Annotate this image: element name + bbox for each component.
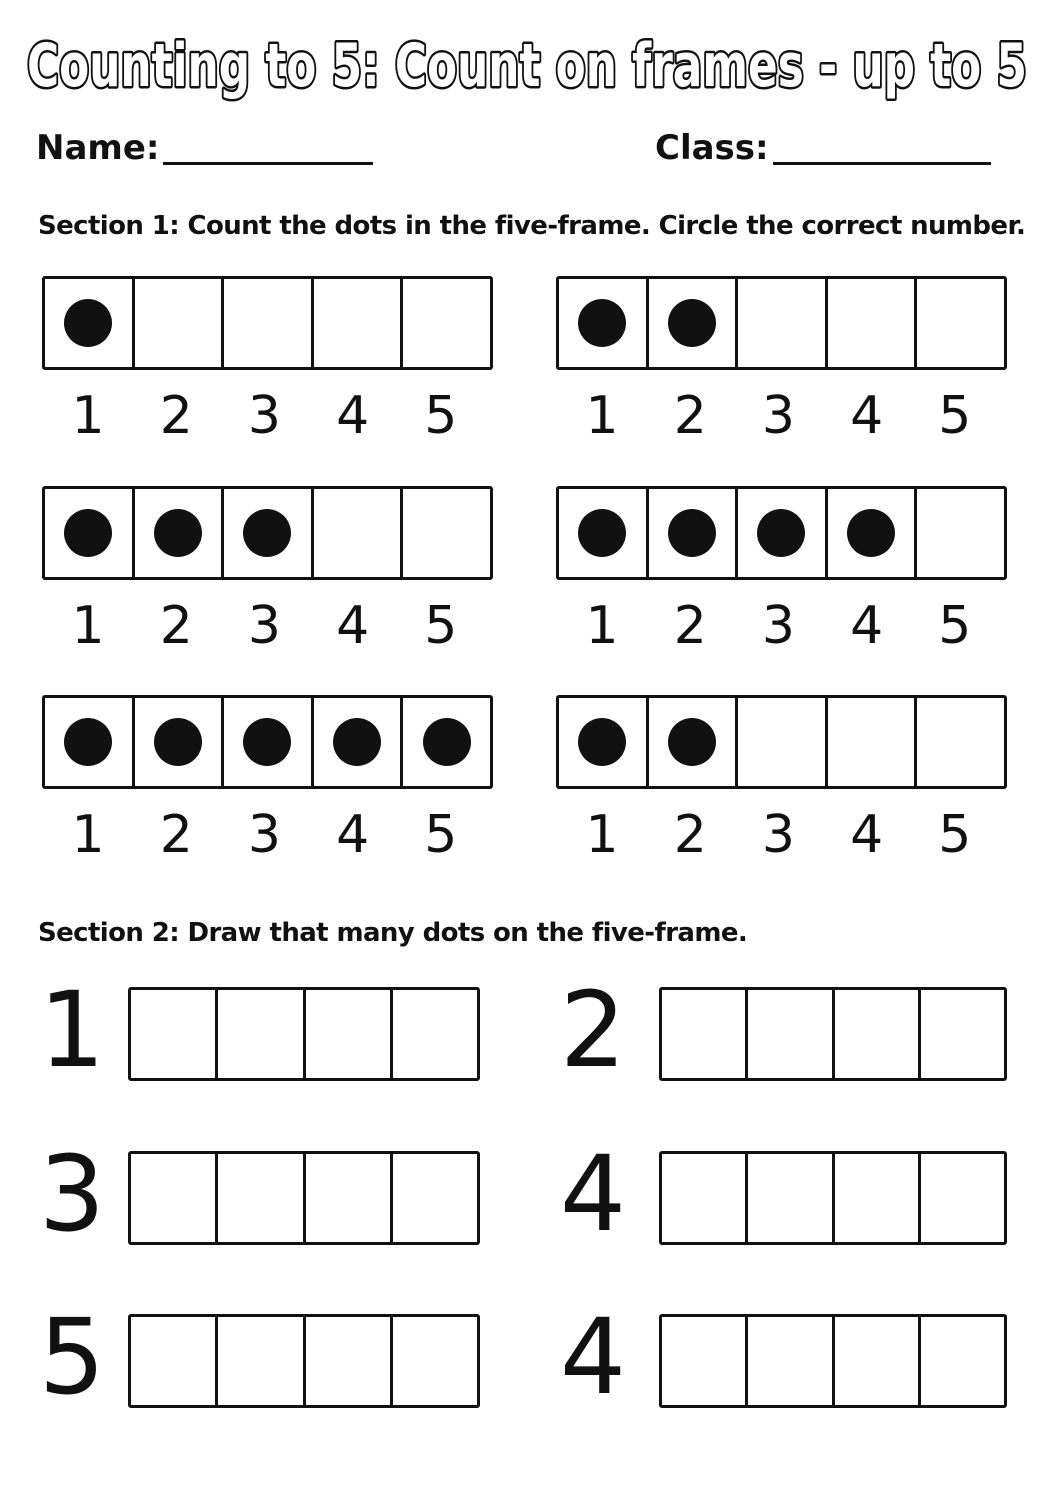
frame-cell: [649, 698, 739, 786]
counter-dot: [333, 718, 381, 766]
frame-cell: [135, 279, 225, 367]
counter-dot: [423, 718, 471, 766]
number-choices: [44, 805, 485, 865]
frame-cell[interactable]: [218, 1154, 305, 1242]
counter-dot: [668, 509, 716, 557]
number-choice[interactable]: 4: [336, 805, 370, 865]
drawing-frame[interactable]: [128, 1151, 480, 1245]
drawing-frame[interactable]: [128, 1314, 480, 1408]
number-choice[interactable]: 2: [159, 805, 193, 865]
number-choices: [44, 386, 485, 446]
frame-cell[interactable]: [306, 990, 393, 1078]
frame-cell: [738, 698, 828, 786]
frame-cell: [559, 489, 649, 577]
number-choice[interactable]: 2: [673, 596, 707, 656]
frame-cell: [45, 489, 135, 577]
number-choice[interactable]: 1: [71, 596, 105, 656]
counter-dot: [154, 718, 202, 766]
number-choice[interactable]: 3: [761, 596, 796, 656]
number-choices: [558, 386, 999, 446]
frame-cell[interactable]: [306, 1317, 393, 1405]
target-number: 2: [559, 969, 627, 1091]
number-choice[interactable]: 5: [938, 805, 972, 865]
number-choice[interactable]: 2: [673, 386, 707, 446]
number-choice[interactable]: 2: [673, 805, 707, 865]
frame-cell: [917, 698, 1004, 786]
target-number: 4: [559, 1133, 627, 1255]
frame-cell[interactable]: [393, 990, 477, 1078]
target-number: 5: [38, 1296, 106, 1418]
number-choice[interactable]: 5: [424, 805, 458, 865]
number-choice[interactable]: 1: [585, 805, 619, 865]
counter-dot: [154, 509, 202, 557]
five-frame: [42, 695, 493, 789]
number-choice[interactable]: 3: [247, 596, 282, 656]
frame-cell: [649, 279, 739, 367]
frame-cell: [45, 279, 135, 367]
frame-cell[interactable]: [835, 1154, 921, 1242]
counter-dot: [847, 509, 895, 557]
number-choice[interactable]: 5: [938, 596, 972, 656]
page-title: [0, 10, 1055, 110]
number-choice[interactable]: 5: [424, 386, 458, 446]
five-frame: [42, 276, 493, 370]
frame-cell: [828, 489, 918, 577]
frame-cell: [403, 698, 490, 786]
number-choice[interactable]: 2: [159, 386, 193, 446]
frame-cell[interactable]: [835, 1317, 921, 1405]
frame-cell: [224, 489, 314, 577]
number-choice[interactable]: 5: [424, 596, 458, 656]
number-choices: [558, 805, 999, 865]
number-choice[interactable]: 1: [585, 386, 619, 446]
drawing-frame[interactable]: [659, 987, 1007, 1081]
frame-cell[interactable]: [748, 1317, 834, 1405]
counter-dot: [757, 509, 805, 557]
frame-cell: [224, 279, 314, 367]
number-choice[interactable]: 1: [71, 386, 105, 446]
five-frame: [556, 486, 1007, 580]
counter-dot: [668, 299, 716, 347]
frame-cell: [917, 489, 1004, 577]
page-title-graphic: [0, 10, 1055, 110]
name-label: Name:: [36, 128, 160, 168]
frame-cell: [224, 698, 314, 786]
frame-cell[interactable]: [218, 1317, 305, 1405]
frame-cell[interactable]: [748, 1154, 834, 1242]
frame-cell: [403, 279, 490, 367]
number-choice[interactable]: 5: [938, 386, 972, 446]
number-choice[interactable]: 3: [247, 386, 282, 446]
frame-cell[interactable]: [662, 990, 748, 1078]
frame-cell[interactable]: [393, 1154, 477, 1242]
frame-cell: [828, 698, 918, 786]
number-choice[interactable]: 4: [850, 386, 884, 446]
counter-dot: [578, 299, 626, 347]
frame-cell: [738, 489, 828, 577]
frame-cell[interactable]: [218, 990, 305, 1078]
class-label: Class:: [655, 128, 769, 168]
counter-dot: [64, 718, 112, 766]
drawing-frame[interactable]: [659, 1151, 1007, 1245]
drawing-frame[interactable]: [128, 987, 480, 1081]
frame-cell: [917, 279, 1004, 367]
section1-instruction: Section 1: Count the dots in the five-frame. Circle the correct number.: [38, 211, 1026, 241]
number-choices: [558, 596, 999, 656]
counter-dot: [64, 509, 112, 557]
frame-cell: [403, 489, 490, 577]
number-choice[interactable]: 4: [850, 805, 884, 865]
number-choice[interactable]: 3: [761, 386, 796, 446]
number-choices: [44, 596, 485, 656]
counter-dot: [668, 718, 716, 766]
counter-dot: [578, 718, 626, 766]
drawing-frame[interactable]: [659, 1314, 1007, 1408]
frame-cell: [45, 698, 135, 786]
number-choice[interactable]: 1: [585, 596, 619, 656]
frame-cell: [828, 279, 918, 367]
number-choice[interactable]: 2: [159, 596, 193, 656]
frame-cell[interactable]: [662, 1317, 748, 1405]
class-field[interactable]: [773, 162, 991, 165]
number-choice[interactable]: 1: [71, 805, 105, 865]
frame-cell: [314, 489, 404, 577]
name-field[interactable]: [163, 162, 373, 165]
counter-dot: [578, 509, 626, 557]
number-choice[interactable]: 4: [336, 386, 370, 446]
frame-cell: [649, 489, 739, 577]
counter-dot: [64, 299, 112, 347]
frame-cell: [135, 489, 225, 577]
target-number: 3: [38, 1133, 106, 1255]
frame-cell[interactable]: [131, 1154, 218, 1242]
counter-dot: [243, 718, 291, 766]
frame-cell[interactable]: [393, 1317, 477, 1405]
frame-cell: [135, 698, 225, 786]
frame-cell: [314, 698, 404, 786]
frame-cell[interactable]: [921, 1154, 1004, 1242]
frame-cell[interactable]: [835, 990, 921, 1078]
frame-cell: [559, 698, 649, 786]
frame-cell[interactable]: [748, 990, 834, 1078]
frame-cell[interactable]: [131, 1317, 218, 1405]
section2-instruction: Section 2: Draw that many dots on the five-frame.: [38, 918, 748, 948]
frame-cell[interactable]: [921, 1317, 1004, 1405]
frame-cell: [314, 279, 404, 367]
number-choice[interactable]: 4: [336, 596, 370, 656]
number-choice[interactable]: 3: [761, 805, 796, 865]
counter-dot: [243, 509, 291, 557]
frame-cell: [738, 279, 828, 367]
target-number: 4: [559, 1296, 627, 1418]
five-frame: [556, 695, 1007, 789]
five-frame: [42, 486, 493, 580]
number-choice[interactable]: 3: [247, 805, 282, 865]
number-choice[interactable]: 4: [850, 596, 884, 656]
frame-cell[interactable]: [662, 1154, 748, 1242]
page-title-text: Counting to 5: Count on frames - up to 5: [27, 31, 1027, 101]
frame-cell[interactable]: [921, 990, 1004, 1078]
target-number: 1: [38, 969, 106, 1091]
frame-cell: [559, 279, 649, 367]
five-frame: [556, 276, 1007, 370]
frame-cell[interactable]: [306, 1154, 393, 1242]
frame-cell[interactable]: [131, 990, 218, 1078]
